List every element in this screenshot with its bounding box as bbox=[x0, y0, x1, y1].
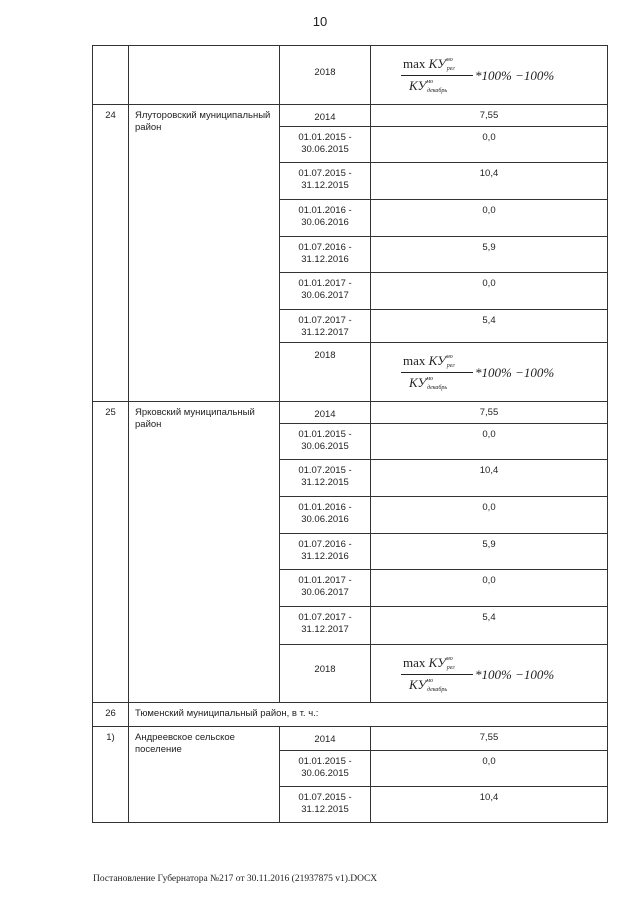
district-name: Тюменский муниципальный район, в т. ч.: bbox=[129, 703, 608, 727]
district-name: Ялуторовский муниципальный район bbox=[129, 105, 280, 402]
formula-tail: *100% −100% bbox=[475, 667, 555, 682]
formula-fraction bbox=[401, 351, 471, 395]
settlement-number: 1) bbox=[93, 727, 129, 823]
formula-tail: *100% −100% bbox=[475, 365, 555, 380]
period-cell: 01.01.2017 - 30.06.2017 bbox=[280, 570, 371, 607]
period-cell: 01.01.2015 - 30.06.2015 bbox=[280, 751, 371, 787]
period-cell: 01.01.2015 - 30.06.2015 bbox=[280, 127, 371, 163]
table-row bbox=[93, 402, 608, 424]
table-row bbox=[93, 46, 608, 105]
formula-cell bbox=[371, 645, 608, 703]
formula-tail: *100% −100% bbox=[475, 68, 555, 83]
formula-cell bbox=[371, 46, 608, 105]
period-cell: 01.07.2016 - 31.12.2016 bbox=[280, 534, 371, 570]
value-cell: 7,55 bbox=[371, 402, 608, 424]
value-cell: 5,9 bbox=[371, 237, 608, 273]
formula bbox=[401, 653, 601, 697]
district-name: Ярковский муниципальный район bbox=[129, 402, 280, 703]
period-cell: 2018 bbox=[280, 343, 371, 402]
period-cell: 01.07.2015 - 31.12.2015 bbox=[280, 163, 371, 200]
name-cell bbox=[129, 46, 280, 105]
period-cell: 01.07.2015 - 31.12.2015 bbox=[280, 460, 371, 497]
period-cell: 2014 bbox=[280, 727, 371, 751]
value-cell: 5,4 bbox=[371, 310, 608, 343]
period-cell: 01.07.2017 - 31.12.2017 bbox=[280, 607, 371, 645]
value-cell: 0,0 bbox=[371, 497, 608, 534]
value-cell: 7,55 bbox=[371, 727, 608, 751]
value-cell: 10,4 bbox=[371, 787, 608, 823]
period-cell: 01.01.2017 - 30.06.2017 bbox=[280, 273, 371, 310]
formula-denominator: $КУ^{мо}декабрь$ bbox=[409, 375, 448, 391]
formula-fraction bbox=[401, 653, 471, 697]
value-cell: 10,4 bbox=[371, 460, 608, 497]
document-footer: Постановление Губернатора №217 от 30.11.2016 (21937875 v1).DOCX bbox=[93, 874, 378, 884]
value-cell: 0,0 bbox=[371, 200, 608, 237]
table-row bbox=[93, 105, 608, 127]
table-row bbox=[93, 727, 608, 751]
period-cell: 2018 bbox=[280, 645, 371, 703]
formula bbox=[401, 54, 601, 98]
formula-denominator: $КУ^{мо}декабрь$ bbox=[409, 677, 448, 693]
number-cell bbox=[93, 46, 129, 105]
fraction-bar bbox=[401, 372, 473, 373]
value-cell: 0,0 bbox=[371, 751, 608, 787]
value-cell: 0,0 bbox=[371, 424, 608, 460]
formula-numerator: $\max КУ^{мо}рег$ bbox=[403, 56, 455, 72]
fraction-bar bbox=[401, 674, 473, 675]
period-cell: 01.01.2016 - 30.06.2016 bbox=[280, 200, 371, 237]
district-number: 24 bbox=[93, 105, 129, 402]
formula bbox=[401, 351, 601, 395]
value-cell: 0,0 bbox=[371, 570, 608, 607]
value-cell: 7,55 bbox=[371, 105, 608, 127]
value-cell: 10,4 bbox=[371, 163, 608, 200]
formula-cell bbox=[371, 343, 608, 402]
period-cell: 01.07.2015 - 31.12.2015 bbox=[280, 787, 371, 823]
value-cell: 0,0 bbox=[371, 273, 608, 310]
period-cell: 2014 bbox=[280, 402, 371, 424]
tariff-table bbox=[92, 45, 608, 823]
table-row bbox=[93, 703, 608, 727]
formula-numerator: $\max КУ^{мо}рег$ bbox=[403, 353, 455, 369]
period-cell: 01.07.2017 - 31.12.2017 bbox=[280, 310, 371, 343]
period-cell: 01.01.2015 - 30.06.2015 bbox=[280, 424, 371, 460]
district-number: 25 bbox=[93, 402, 129, 703]
settlement-name: Андреевское сельское поселение bbox=[129, 727, 280, 823]
district-number: 26 bbox=[93, 703, 129, 727]
value-cell: 5,4 bbox=[371, 607, 608, 645]
period-cell: 2018 bbox=[280, 46, 371, 105]
period-cell: 01.07.2016 - 31.12.2016 bbox=[280, 237, 371, 273]
fraction-bar bbox=[401, 75, 473, 76]
formula-numerator: $\max КУ^{мо}рег$ bbox=[403, 655, 455, 671]
page-number: 10 bbox=[312, 14, 328, 29]
period-cell: 2014 bbox=[280, 105, 371, 127]
period-cell: 01.01.2016 - 30.06.2016 bbox=[280, 497, 371, 534]
formula-fraction bbox=[401, 54, 471, 98]
value-cell: 5,9 bbox=[371, 534, 608, 570]
formula-denominator: $КУ^{мо}декабрь$ bbox=[409, 78, 448, 94]
value-cell: 0,0 bbox=[371, 127, 608, 163]
